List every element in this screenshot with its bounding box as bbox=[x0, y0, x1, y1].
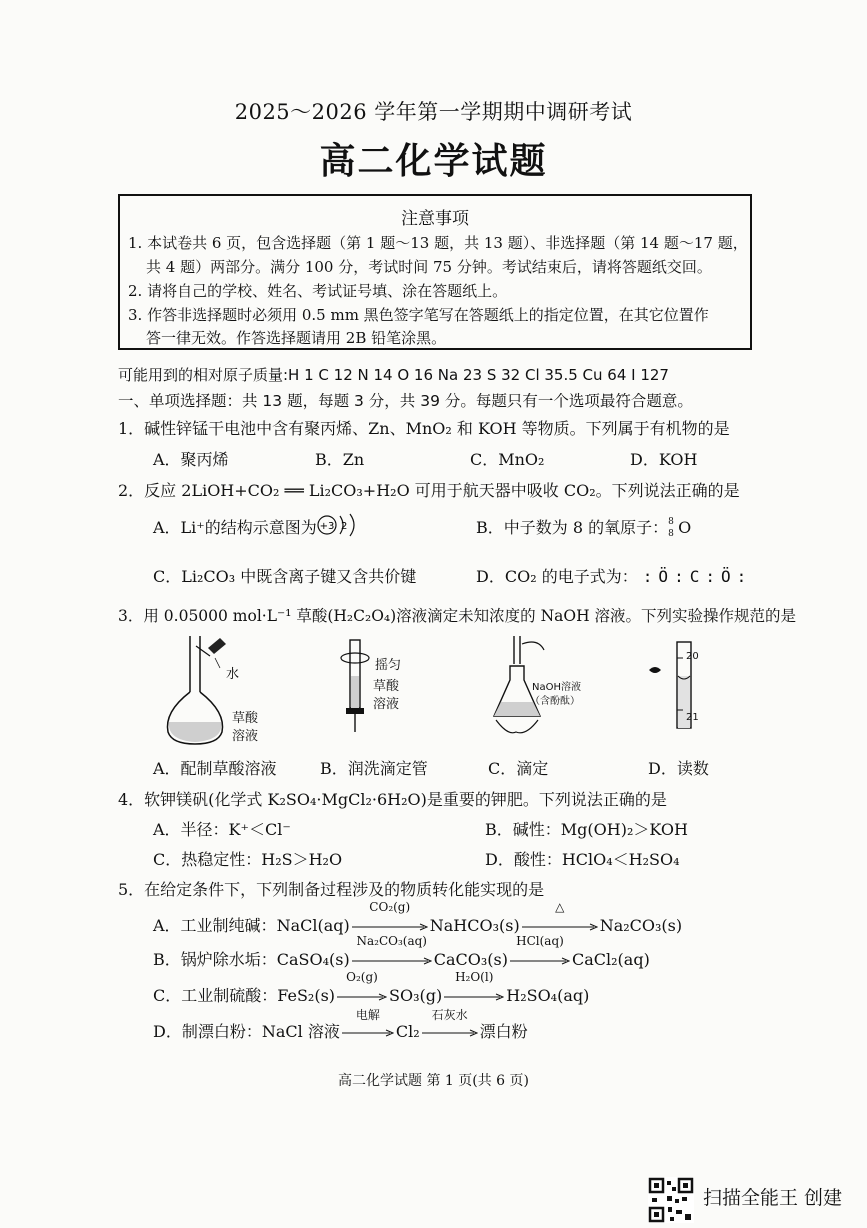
q2-option-c: C．Li₂CO₃ 中既含离子键又含共价键 bbox=[153, 567, 417, 586]
q2-option-d bbox=[476, 564, 752, 587]
nucleus-charge: +3 bbox=[319, 521, 335, 532]
q5-c-s1: FeS₂(s) bbox=[277, 986, 336, 1005]
q4-stem: 4．软钾镁矾(化学式 K₂SO₄·MgCl₂·6H₂O)是重要的钾肥。下列说法正确的是 bbox=[118, 790, 667, 809]
notice-item: 答一律无效。作答选择题请用 2B 铅笔涂黑。 bbox=[146, 329, 447, 347]
label-phenolphthalein: （含酚酞） bbox=[530, 696, 580, 707]
scanner-watermark: 扫描全能王 创建 bbox=[703, 1187, 843, 1209]
label-water: 水 bbox=[226, 667, 240, 682]
q5-option-d bbox=[153, 1008, 528, 1042]
q2-option-a: A．Li⁺的结构示意图为 bbox=[153, 518, 317, 537]
q5-c-s3: H₂SO₄(aq) bbox=[506, 986, 590, 1005]
li-ion-structure-diagram bbox=[316, 510, 362, 540]
q5-c-label: C．工业制硫酸： bbox=[153, 986, 278, 1005]
q4-option-a: A．半径：K⁺＜Cl⁻ bbox=[153, 820, 291, 839]
q2-stem: 2．反应 2LiOH+CO₂ ══ Li₂CO₃+H₂O 可用于航天器中吸收 CO₂。下列说法正确的是 bbox=[118, 481, 740, 500]
scale-mark-top: 20 bbox=[686, 651, 699, 662]
notice-heading: 注意事项 bbox=[401, 209, 469, 229]
isotope-atomic-number: 8 bbox=[668, 528, 674, 539]
q5-b-cond1: Na₂CO₃(aq) bbox=[356, 934, 427, 948]
co2-electron-formula: :Ö:C:Ö: bbox=[642, 567, 753, 586]
q3-stem: 3．用 0.05000 mol·L⁻¹ 草酸(H₂C₂O₄)溶液滴定未知浓度的 NaOH 溶液。下列实验操作规范的是 bbox=[118, 607, 797, 625]
isotope-element: O bbox=[678, 518, 692, 537]
q2-option-d-text: D．CO₂ 的电子式为： bbox=[476, 567, 638, 586]
q5-a-cond1: CO₂(g) bbox=[369, 900, 411, 914]
q2-option-b-text: B．中子数为 8 的氧原子： bbox=[476, 518, 669, 537]
q5-option-c bbox=[153, 970, 590, 1006]
exam-title: 2025～2026 学年第一学期期中调研考试 bbox=[234, 100, 633, 124]
q3-option-a: A．配制草酸溶液 bbox=[153, 759, 277, 778]
page-footer: 高二化学试题 第 1 页(共 6 页) bbox=[338, 1073, 529, 1089]
label-naoh: NaOH溶液 bbox=[532, 682, 581, 693]
section-heading: 一、单项选择题：共 13 题，每题 3 分，共 39 分。每题只有一个选项最符合题意。 bbox=[118, 392, 693, 410]
q5-b-s2: CaCO₃(s) bbox=[433, 950, 508, 969]
q1-option-c: C．MnO₂ bbox=[470, 450, 545, 469]
isotope-mass-number: 8 bbox=[668, 516, 674, 527]
q5-c-cond2: H₂O(l) bbox=[455, 970, 494, 984]
q4-option-c: C．热稳定性：H₂S＞H₂O bbox=[153, 850, 343, 869]
shell-electrons: 2 bbox=[341, 521, 348, 532]
q1-option-b: B．Zn bbox=[315, 450, 365, 469]
q1-option-a: A．聚丙烯 bbox=[153, 450, 229, 469]
label-shake: 摇匀 bbox=[375, 658, 402, 673]
q5-d-s1: NaCl 溶液 bbox=[261, 1022, 340, 1041]
q5-b-label: B．锅炉除水垢： bbox=[153, 950, 277, 969]
q5-a-s2: NaHCO₃(s) bbox=[429, 916, 520, 935]
qr-code-icon bbox=[648, 1177, 694, 1223]
q3-option-b: B．润洗滴定管 bbox=[320, 759, 428, 778]
q1-stem: 1．碱性锌锰干电池中含有聚丙烯、Zn、MnO₂ 和 KOH 等物质。下列属于有机物的是 bbox=[118, 419, 730, 438]
notice-box bbox=[118, 194, 752, 350]
q5-d-s2: Cl₂ bbox=[395, 1022, 420, 1041]
subject-title: 高二化学试题 bbox=[319, 141, 548, 182]
q5-b-cond2: HCl(aq) bbox=[516, 934, 564, 948]
q2-option-b bbox=[476, 515, 691, 538]
notice-item: 3. 作答非选择题时必须用 0.5 mm 黑色签字笔写在答题纸上的指定位置，在其它位置作 bbox=[128, 306, 709, 324]
q5-a-s3: Na₂CO₃(s) bbox=[599, 916, 683, 935]
q5-b-s1: CaSO₄(s) bbox=[276, 950, 350, 969]
q5-a-cond2: △ bbox=[555, 900, 565, 914]
q5-d-cond1: 电解 bbox=[355, 1008, 380, 1022]
q5-d-label: D．制漂白粉： bbox=[153, 1022, 262, 1041]
q4-option-b: B．碱性：Mg(OH)₂＞KOH bbox=[485, 820, 688, 839]
q5-d-cond2: 石灰水 bbox=[431, 1008, 468, 1022]
label-oxalic-solution: 草酸 溶液 bbox=[232, 711, 259, 744]
q5-stem: 5．在给定条件下，下列制备过程涉及的物质转化能实现的是 bbox=[118, 880, 545, 899]
q5-option-b bbox=[153, 934, 650, 970]
notice-item: 1. 本试卷共 6 页，包含选择题（第 1 题～13 题，共 13 题）、非选择题（第 14 题～17 题， bbox=[128, 234, 748, 252]
q4-option-d: D．酸性：HClO₄＜H₂SO₄ bbox=[485, 850, 680, 869]
q5-a-label: A．工业制纯碱： bbox=[153, 916, 277, 935]
q5-b-s3: CaCl₂(aq) bbox=[571, 950, 650, 969]
q1-option-d: D．KOH bbox=[630, 450, 698, 469]
q3-option-c: C．滴定 bbox=[488, 759, 549, 778]
notice-item: 共 4 题）两部分。满分 100 分，考试时间 75 分钟。考试结束后，请将答题纸交回。 bbox=[146, 258, 712, 276]
label-oxalic-solution-b: 草酸 溶液 bbox=[373, 679, 400, 712]
scale-mark-bottom: 21 bbox=[686, 712, 699, 723]
notice-item: 2. 请将自己的学校、姓名、考试证号填、涂在答题纸上。 bbox=[128, 282, 508, 300]
atomic-masses: 可能用到的相对原子质量:H 1 C 12 N 14 O 16 Na 23 S 32 Cl 35.5 Cu 64 I 127 bbox=[118, 366, 669, 384]
q5-option-a bbox=[153, 900, 683, 936]
q3-option-d: D．读数 bbox=[648, 759, 709, 778]
q5-a-s1: NaCl(aq) bbox=[276, 916, 350, 935]
q5-d-s3: 漂白粉 bbox=[479, 1022, 528, 1041]
q5-c-cond1: O₂(g) bbox=[346, 970, 378, 984]
q5-c-s2: SO₃(g) bbox=[389, 986, 443, 1005]
